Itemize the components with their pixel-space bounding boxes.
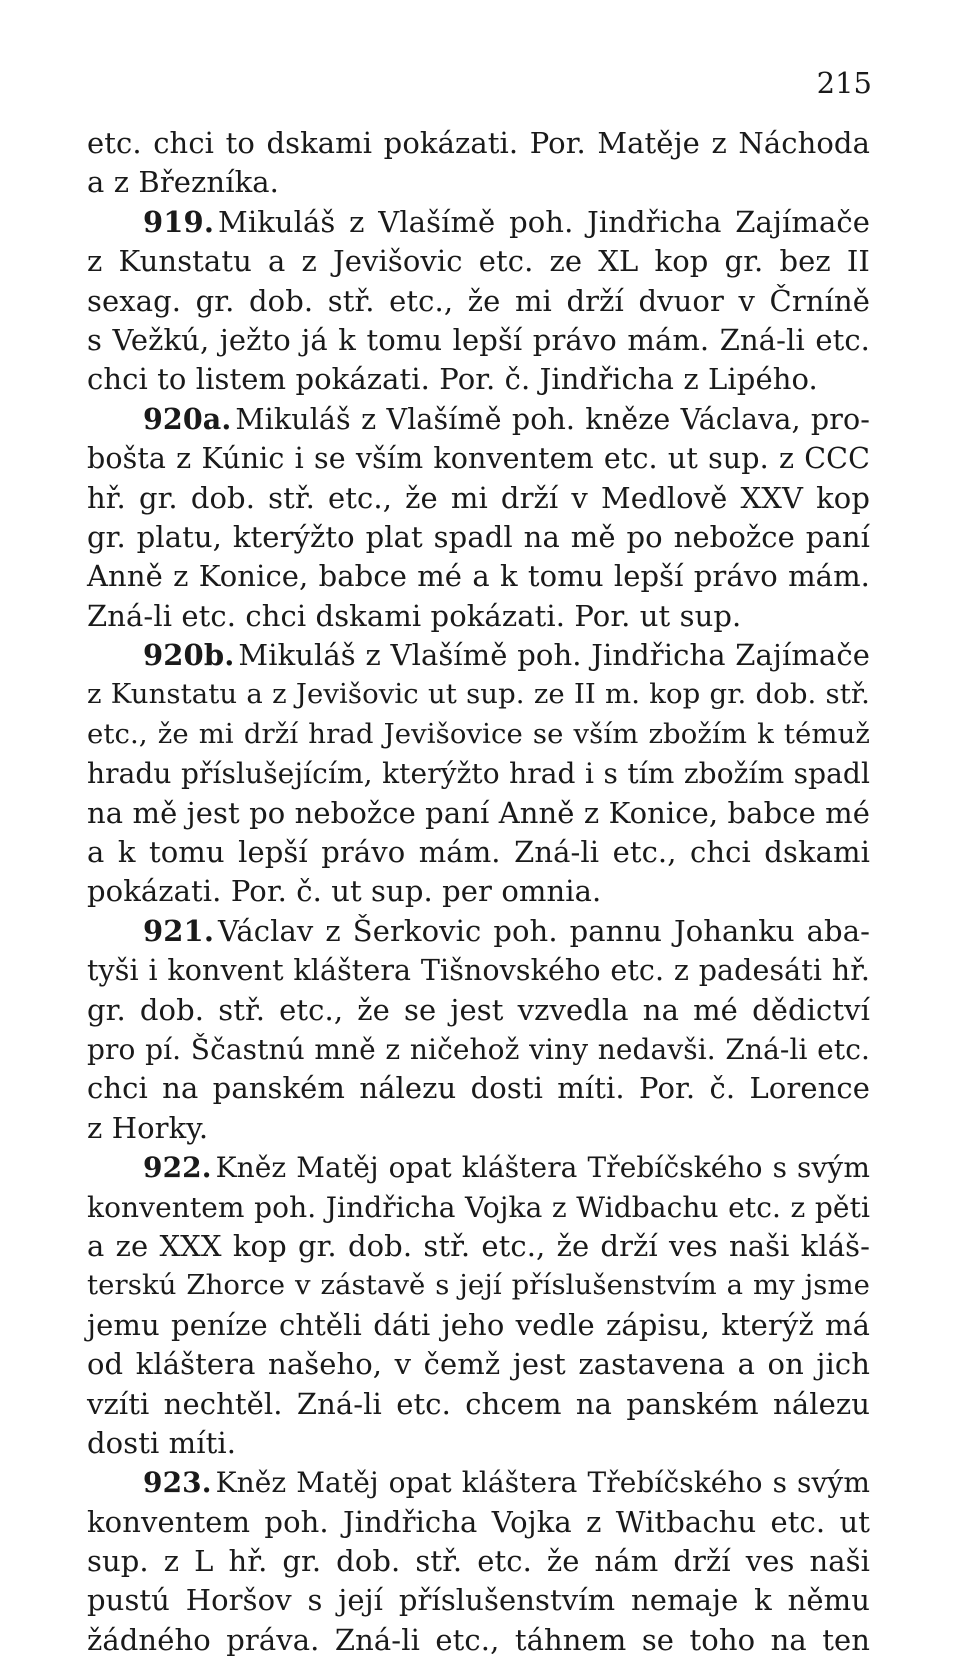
line-text: hradu příslušejícím, kterýžto hrad i s tím zbožím spadl <box>87 757 870 791</box>
text-line <box>87 321 870 360</box>
line-text: konventem poh. Jindřicha Vojka z Witbachu etc. ut <box>87 1504 870 1539</box>
line-text: etc. chci to dskami pokázati. Por. Matěje z Náchoda <box>87 126 870 160</box>
line-text: jemu peníze chtěli dáti jeho vedle zápisu, kterýž má <box>87 1307 870 1342</box>
entry-number: 919. <box>143 204 215 239</box>
line-text: pokázati. Por. č. ut sup. per omnia. <box>87 874 602 909</box>
line-text: a z Březníka. <box>87 165 279 200</box>
line-text: Mikuláš z Vlašímě poh. Jindřicha Zajímače <box>218 204 870 239</box>
text-line <box>87 1227 870 1266</box>
text-line <box>87 1503 870 1542</box>
line-text: z Horky. <box>87 1110 209 1145</box>
entry-number: 920a. <box>143 401 232 436</box>
text-line <box>87 1030 870 1069</box>
line-text: a ze XXX kop gr. dob. stř. etc., že drží ves naši kláš- <box>87 1228 870 1263</box>
text-line <box>87 203 870 242</box>
line-text: z Kunstatu a z Jevišovic etc. ze XL kop gr. bez II <box>87 244 870 279</box>
line-text: Kněz Matěj opat kláštera Třebíčského s svým <box>215 1466 870 1500</box>
text-line <box>87 479 870 518</box>
text-line <box>87 439 870 478</box>
text-line <box>87 1069 870 1108</box>
line-text: z Kunstatu a z Jevišovic ut sup. ze II m. kop gr. dob. stř. <box>87 678 870 711</box>
line-text: konventem poh. Jindřicha Vojka z Widbachu etc. z pěti <box>87 1190 870 1224</box>
body-text <box>87 124 870 1660</box>
line-text: gr. dob. stř. etc., že se jest vzvedla na mé dědictví <box>87 992 870 1027</box>
text-line <box>87 872 870 911</box>
line-text: od kláštera našeho, v čemž jest zastavena a on jich <box>87 1347 870 1382</box>
line-text: pro pí. Ščastnú mně z ničehož viny nedavši. Zná-li etc. <box>87 1032 870 1066</box>
line-text: a k tomu lepší právo mám. Zná-li etc., chci dskami <box>87 835 870 870</box>
text-line <box>87 597 870 636</box>
line-text: Václav z Šerkovic poh. pannu Johanku aba- <box>218 913 870 948</box>
entry-number: 923. <box>143 1466 212 1500</box>
text-line <box>87 518 870 557</box>
line-text: pustú Horšov s její příslušenstvím nemaje k němu <box>87 1583 870 1618</box>
line-text: Kněz Matěj opat kláštera Třebíčského s svým <box>215 1151 870 1185</box>
line-text: chci na panském nálezu dosti míti. Por. č. Lorence <box>87 1071 870 1106</box>
text-line <box>87 1424 870 1463</box>
text-line <box>87 754 870 793</box>
line-text: s Vežkú, ježto já k tomu lepší právo mám. Zná-li etc. <box>87 322 870 357</box>
line-text: terskú Zhorce v zástavě s její příslušenstvím a my jsme <box>87 1269 870 1302</box>
text-line <box>87 833 870 872</box>
line-text: sexag. gr. dob. stř. etc., že mi drží dvuor v Črníně <box>87 283 870 318</box>
text-line <box>87 1306 870 1345</box>
line-text: tyši i konvent kláštera Tišnovského etc. z padesáti hř. <box>87 954 870 988</box>
text-line <box>87 1463 870 1502</box>
line-text: Mikuláš z Vlašímě poh. Jindřicha Zajímače <box>238 638 870 673</box>
text-line <box>87 675 870 714</box>
text-line <box>87 794 870 833</box>
text-line <box>87 282 870 321</box>
entry-number: 921. <box>143 913 215 948</box>
line-text: sup. z L hř. gr. dob. stř. etc. že nám drží ves naši <box>87 1544 870 1579</box>
line-text: etc., že mi drží hrad Jevišovice se vším zbožím k témuž <box>87 717 870 750</box>
text-line <box>87 715 870 754</box>
text-line <box>87 1188 870 1227</box>
line-text: žádného práva. Zná-li etc., táhnem se toho na ten <box>87 1622 870 1657</box>
text-line <box>87 242 870 281</box>
line-text: hř. gr. dob. stř. etc., že mi drží v Medlově XXV kop <box>87 480 870 515</box>
text-line <box>87 1542 870 1581</box>
line-text: Zná-li etc. chci dskami pokázati. Por. ut sup. <box>87 598 742 633</box>
line-text: dosti míti. <box>87 1425 237 1460</box>
entry-number: 922. <box>143 1151 212 1185</box>
text-line <box>87 1266 870 1305</box>
text-line <box>87 1385 870 1424</box>
text-line <box>87 912 870 951</box>
text-line <box>87 1109 870 1148</box>
text-line <box>87 991 870 1030</box>
text-line <box>87 1148 870 1187</box>
text-line <box>87 1621 870 1660</box>
text-line <box>87 1581 870 1620</box>
text-line <box>87 557 870 596</box>
line-text: chci to listem pokázati. Por. č. Jindřicha z Lipého. <box>87 362 818 397</box>
line-text: na mě jest po nebožce paní Anně z Konice, babce mé <box>87 795 871 830</box>
line-text: Anně z Konice, babce mé a k tomu lepší právo mám. <box>87 559 870 594</box>
page-number: 215 <box>816 66 872 100</box>
text-line <box>87 163 870 202</box>
text-line <box>87 360 870 399</box>
line-text: Mikuláš z Vlašímě poh. kněze Václava, pro- <box>235 402 870 436</box>
text-line <box>87 124 870 163</box>
text-line <box>87 636 870 675</box>
line-text: bošta z Kúnic i se vším konventem etc. ut sup. z CCC <box>87 442 870 476</box>
text-line <box>87 951 870 990</box>
text-line <box>87 1345 870 1384</box>
text-line <box>87 400 870 439</box>
entry-number: 920b. <box>143 638 235 673</box>
line-text: vzíti nechtěl. Zná-li etc. chcem na panském nálezu <box>87 1386 870 1421</box>
line-text: gr. platu, kterýžto plat spadl na mě po nebožce paní <box>87 519 870 554</box>
